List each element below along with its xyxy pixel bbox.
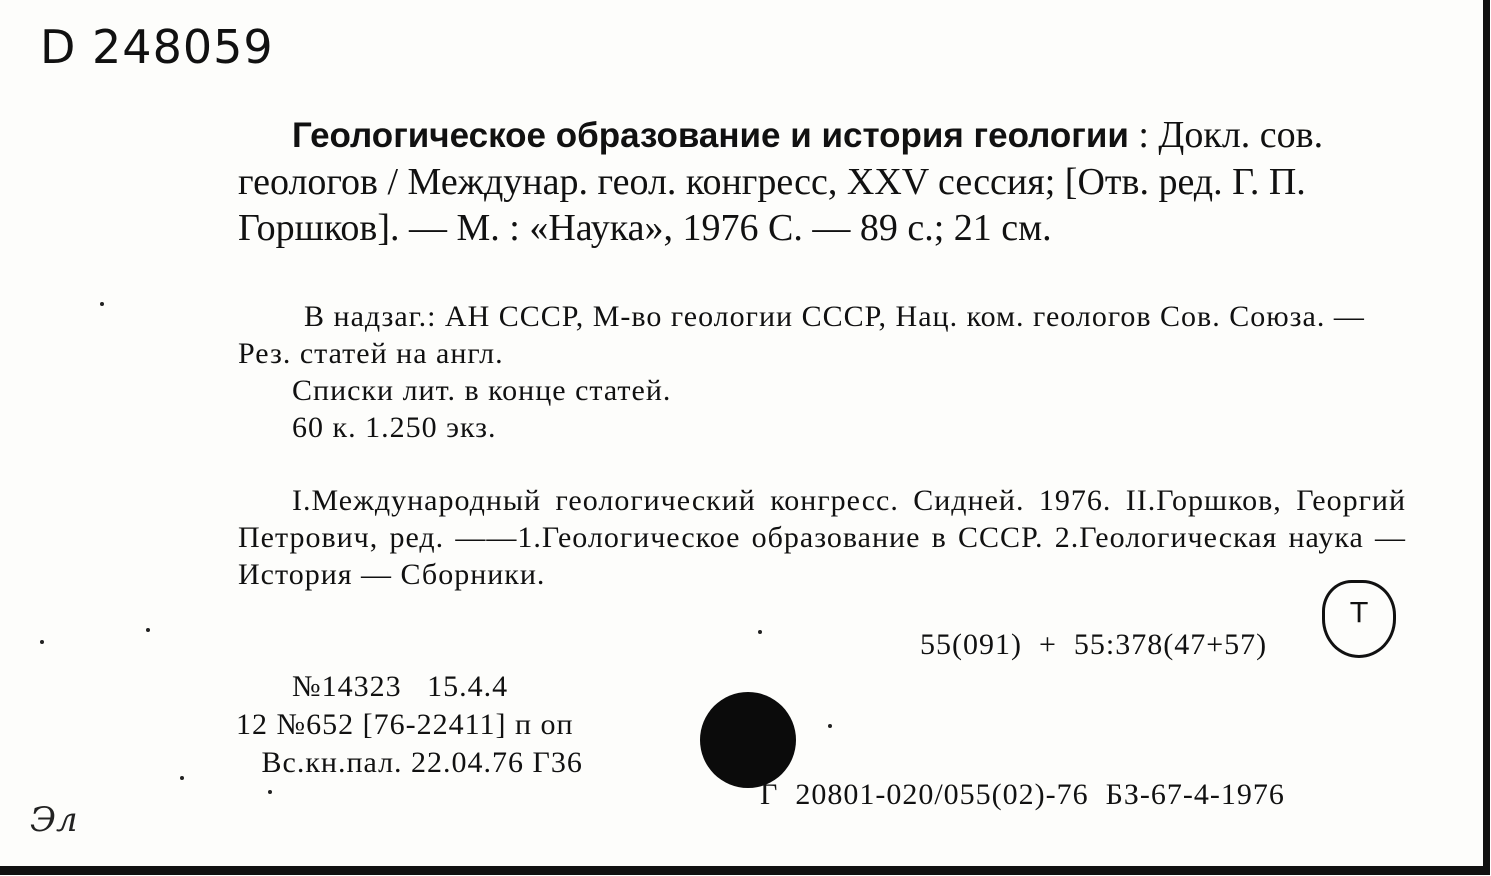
notes-section	[238, 298, 1406, 446]
speck	[40, 640, 44, 644]
entry-details: : Докл. сов. геологов / Междунар. геол. конгресс, XXV сессия; [Отв. ред. Г. П. Горшков]. — М. : «Наука», 1976 С. — 89 с.; 21 см.	[238, 114, 1324, 249]
note-line-3: 60 к. 1.250 экз.	[292, 411, 497, 444]
bibliographic-entry	[238, 112, 1406, 251]
imprint-block	[236, 668, 583, 782]
speck	[146, 628, 150, 632]
speck	[828, 724, 832, 728]
note-line-2: Списки лит. в конце статей.	[292, 374, 672, 407]
speck	[758, 630, 762, 634]
imprint-line-3: Вс.кн.пал. 22.04.76 Г36	[236, 746, 583, 779]
imprint-line-1: №14323 15.4.4	[292, 670, 509, 703]
handwritten-mark: Эл	[30, 800, 78, 840]
subject-tracings: I.Международный геологический конгресс. Сидней. 1976. II.Горшков, Георгий Петрович, ред. ——1.Геологическое образование в СССР. 2.Геологическая наука — История — Сборники.	[238, 484, 1406, 591]
entry-title: Геологическое образование и история геологии	[292, 116, 1129, 155]
circled-mark: Т	[1322, 580, 1396, 658]
classification-number: 55(091) + 55:378(47+57)	[920, 628, 1268, 661]
card-number: D 248059	[40, 20, 274, 74]
speck	[100, 302, 104, 306]
speck	[268, 790, 272, 794]
punch-hole	[700, 692, 796, 788]
bottom-code: Г 20801-020/055(02)-76 БЗ-67-4-1976	[760, 778, 1285, 811]
imprint-line-2: 12 №652 [76-22411] п оп	[236, 708, 574, 741]
speck	[180, 776, 184, 780]
note-line-1: В надзаг.: АН СССР, М-во геологии СССР, Нац. ком. геологов Сов. Союза. — Рез. статей на англ.	[238, 300, 1365, 370]
